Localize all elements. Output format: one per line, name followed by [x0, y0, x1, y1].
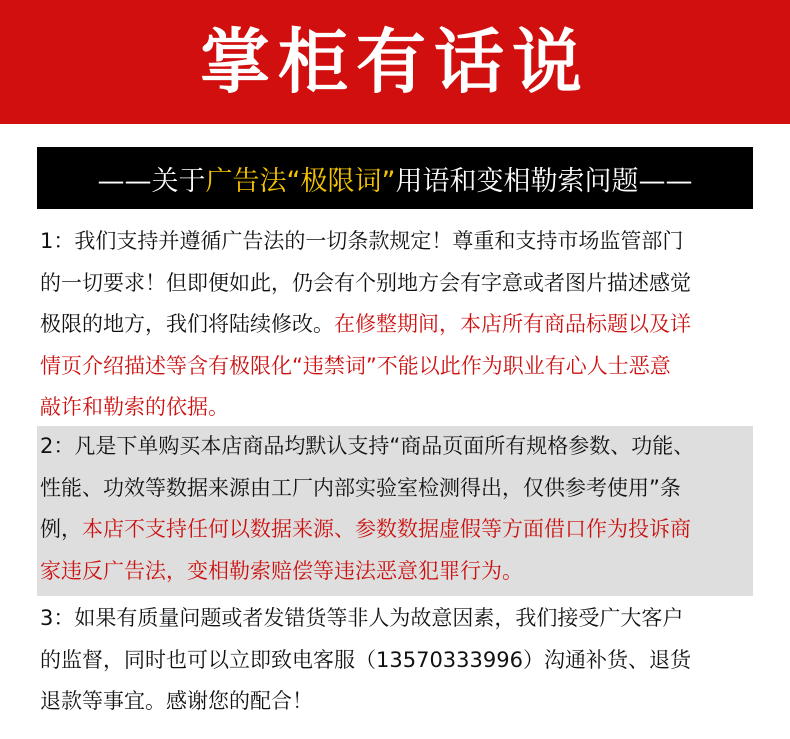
paragraph-line: 1：我们支持并遵循广告法的一切条款规定！尊重和支持市场监管部门 [40, 229, 684, 253]
paragraph-line: 性能、功效等数据来源由工厂内部实验室检测得出，仅供参考使用”条 [40, 475, 681, 500]
paragraph-text: 极限的地方，我们将陆续修改。 [40, 312, 334, 336]
warning-text: 家违反广告法，变相勒索赔偿等违法恶意犯罪行为。 [40, 558, 523, 583]
notice-paragraph-1 [37, 221, 753, 429]
header-banner [0, 0, 790, 124]
subheading-highlight: 广告法“极限词” [205, 165, 396, 197]
page-title: 掌柜有话说 [200, 21, 590, 103]
warning-text: 在修整期间，本店所有商品标题以及详 [334, 312, 691, 336]
paragraph-line: 2：凡是下单购买本店商品均默认支持“商品页面所有规格参数、功能、 [40, 434, 695, 458]
subheading-prefix: ——关于 [97, 165, 206, 197]
subheading-suffix: 用语和变相勒索问题—— [395, 165, 693, 197]
warning-text: 本店不支持任何以数据来源、参数数据虚假等方面借口作为投诉商 [82, 517, 691, 541]
paragraph-text: 例， [40, 517, 82, 541]
paragraph-line: 退款等事宜。感谢您的配合！ [40, 689, 313, 713]
warning-text: 敲诈和勒索的依据。 [40, 395, 229, 419]
warning-text: 情页介绍描述等含有极限化“违禁词”不能以此作为职业有心人士恶意 [40, 353, 671, 378]
paragraph-line [40, 509, 753, 551]
notice-paragraph-3 [37, 598, 753, 723]
notice-paragraph-2 [37, 426, 753, 596]
paragraph-line [40, 304, 753, 346]
subheading-bar [37, 147, 753, 209]
paragraph-line: 的一切要求！但即便如此，仍会有个别地方会有字意或者图片描述感觉 [40, 270, 691, 295]
paragraph-line: 的监督，同时也可以立即致电客服（13570333996）沟通补货、退货 [40, 647, 691, 672]
paragraph-line: 3：如果有质量问题或者发错货等非人为故意因素，我们接受广大客户 [40, 606, 684, 630]
